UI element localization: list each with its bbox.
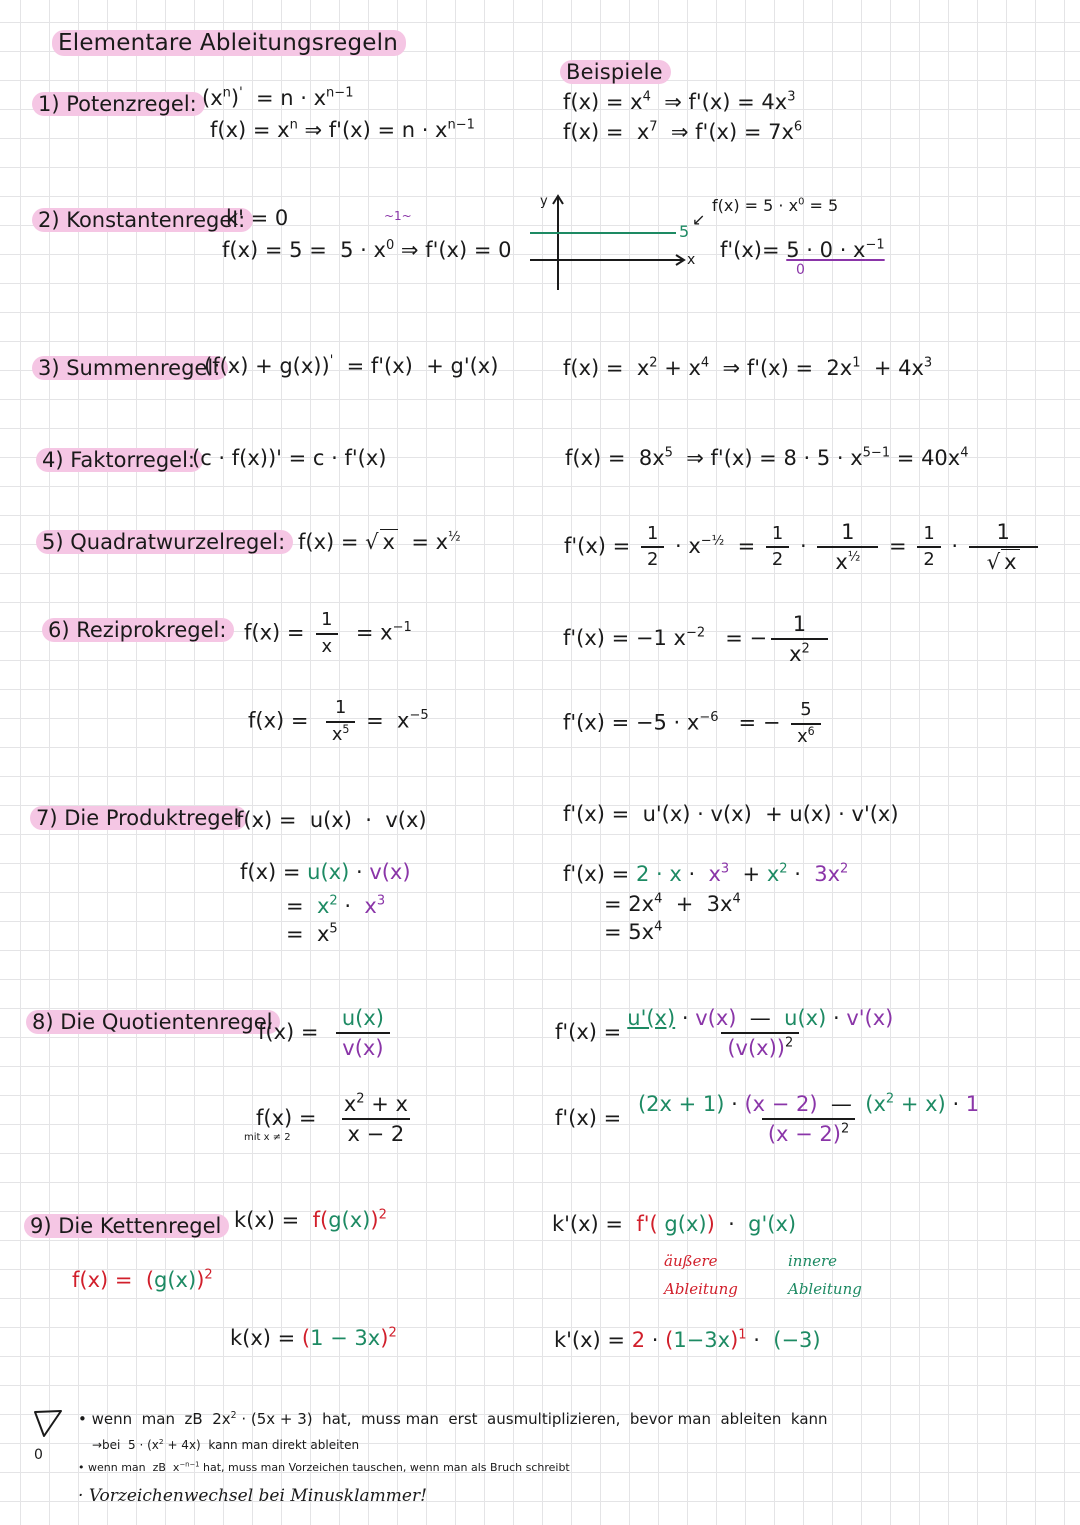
rule-formula-applied: $f(x) = x^n$ ⇒ $f'(x) = n \cdot x^{n-1}$ bbox=[210, 117, 475, 142]
rule-derivative: f'(x) = u'(x) · v(x) + u(x) · v'(x) bbox=[563, 802, 899, 826]
note-line-2: →bei $5 \cdot (x^2 + 4x)$ kann man direkt ableiten bbox=[92, 1437, 360, 1452]
rule-formula: (c · f(x))' = c · f'(x) bbox=[192, 446, 387, 470]
example-a: f'(x) = −1 $x^{-2}$ = − $\frac{1}{x^2}$ bbox=[563, 612, 832, 666]
example-line-1: f(x) = u(x) · v(x) bbox=[240, 860, 411, 884]
inner-label-1: innere bbox=[788, 1252, 838, 1270]
example: $k(x) = (1 - 3x)^2$ bbox=[230, 1325, 397, 1350]
arrow-icon: ↙ bbox=[692, 210, 706, 229]
example-line-2: = $x^2 \cdot x^3$ bbox=[286, 893, 386, 918]
inner-label-2: Ableitung bbox=[788, 1280, 862, 1298]
rule-formula: (f(x) + g(x))' = f'(x) + g'(x) bbox=[204, 353, 499, 378]
example-2: $f(x) = x^7$ ⇒ $f'(x) = 7x^6$ bbox=[563, 119, 803, 144]
example: f'(x) = $\frac{1}{2}$ · $x^{-\frac{1}{2}}$ = $\frac{1}{2}$ · $\frac{1}{x^{\frac{1}{2}}}$ = $\frac{1}{2}$ · $\frac{1}{√ x}$ bbox=[564, 520, 1042, 574]
rule-formula: k' = 0 bbox=[226, 206, 289, 230]
rule-formula: f(x) = u(x) · v(x) bbox=[236, 808, 427, 832]
y-axis-label: y bbox=[540, 194, 548, 209]
rule-label: 5) Quadratwurzelregel: bbox=[36, 530, 293, 554]
outer-label-2: Ableitung bbox=[664, 1280, 738, 1298]
rule-label: 1) Potenzregel: bbox=[32, 92, 205, 116]
rule-formula-a: f(x) = $\frac{1}{x}$ = $x^{-1}$ bbox=[244, 609, 412, 657]
rule-formula: $k(x) = f(g(x))^2$ bbox=[234, 1207, 387, 1232]
example-derivative-line-3: = $5x^4$ bbox=[604, 919, 663, 944]
graph-derivative: $f'(x)= 5 \cdot 0 \cdot x^{-1}$ bbox=[720, 237, 885, 262]
example: f(x) = $\frac{x^2 + x}{x - 2}$ bbox=[256, 1092, 418, 1146]
margin-mark: 0 bbox=[34, 1447, 43, 1463]
rule-formula: f(x) = $\frac{u(x)}{v(x)}$ bbox=[258, 1006, 394, 1060]
example: $f(x) = x^2 + x^4$ ⇒ $f'(x) = 2x^1 + 4x^3$ bbox=[563, 355, 933, 380]
page-title: Elementare Ableitungsregeln bbox=[52, 30, 406, 56]
rule-derivative: k'(x) = f'( g(x)) · g'(x) bbox=[552, 1212, 797, 1236]
examples-heading: Beispiele bbox=[560, 60, 671, 84]
rule-label: 3) Summenregel: bbox=[32, 356, 228, 380]
example-line-3: = $x^5$ bbox=[286, 921, 338, 946]
rule-label: 2) Konstantenregel: bbox=[32, 208, 253, 232]
graph-note: $f(x) = 5 \cdot x^0 = 5$ bbox=[712, 196, 839, 215]
rule-formula-b: f(x) = $\frac{1}{x^5}$ = $x^{-5}$ bbox=[248, 697, 429, 745]
note-line-3: • wenn man zB $x^{-n-1}$ hat, muss man Vorzeichen tauschen, wenn man als Bruch schreibt bbox=[78, 1460, 570, 1474]
example-derivative-line-2: = $2x^4 + 3x^4$ bbox=[604, 891, 741, 916]
x-axis-label: x bbox=[687, 252, 696, 268]
line-value-label: 5 bbox=[679, 222, 690, 241]
warning-triangle-icon bbox=[32, 1408, 64, 1442]
example-derivative: $k'(x) = 2 \cdot (1-3x)^1 \cdot (-3)$ bbox=[554, 1327, 821, 1352]
note-line-4-text: Vorzeichenwechsel bei Minusklammer! bbox=[88, 1486, 427, 1506]
example-1: $f(x) = x^4$ ⇒ $f'(x) = 4x^3$ bbox=[563, 89, 796, 114]
rule-formula-applied: $f(x) = 5 = 5 \cdot x^{0 \sim 1\sim}$ ⇒ f'(x) = 0 bbox=[222, 208, 512, 262]
rule-label: 9) Die Kettenregel bbox=[24, 1214, 229, 1238]
note-line-1: • wenn man zB $2x^2 \cdot (5x + 3)$ hat, muss man erst ausmultiplizieren, bevor man ableiten kann bbox=[78, 1409, 828, 1428]
example-derivative: f'(x) = $\frac{(2x + 1) \cdot (x - 2) — (x^2 + x) \cdot 1}{(x - 2)^2}$ bbox=[555, 1091, 980, 1147]
example: $f(x) = 8x^5$ ⇒ $f'(x) = 8 \cdot 5 \cdot x^{5-1} = 40x^4$ bbox=[565, 445, 969, 470]
outer-function: $f(x) = (g(x))^2$ bbox=[72, 1267, 213, 1292]
rule-label: 6) Reziprokregel: bbox=[42, 618, 234, 642]
constant-function-graph bbox=[528, 192, 708, 292]
rule-label: 4) Faktorregel: bbox=[36, 448, 203, 472]
rule-label: 8) Die Quotientenregel bbox=[26, 1010, 280, 1034]
note-line-4: · Vorzeichenwechsel bei Minusklammer! bbox=[78, 1486, 427, 1506]
example-derivative-line-1: $f'(x) = 2 \cdot x \cdot x^3 + x^2 \cdot 3x^2$ bbox=[563, 861, 849, 886]
rule-derivative: f'(x) = $\frac{u'(x) \cdot v(x) — u(x) \cdot v'(x)}{(v(x))^2}$ bbox=[555, 1006, 894, 1061]
example-condition: mit x ≠ 2 bbox=[244, 1132, 291, 1143]
rule-formula: $(x^n)' = n \cdot x^{n-1}$ bbox=[202, 85, 354, 110]
outer-label-1: äußere bbox=[664, 1252, 718, 1270]
example-b: $f'(x) = -5 \cdot x^{-6}$ = − $\frac{5}{x^6}$ bbox=[563, 700, 825, 747]
brace-value: 0 bbox=[796, 262, 805, 278]
rule-label: 7) Die Produktregel bbox=[30, 806, 247, 830]
rule-formula: f(x) = √ $x = x^{\frac{1}{2}}$ bbox=[298, 529, 461, 554]
